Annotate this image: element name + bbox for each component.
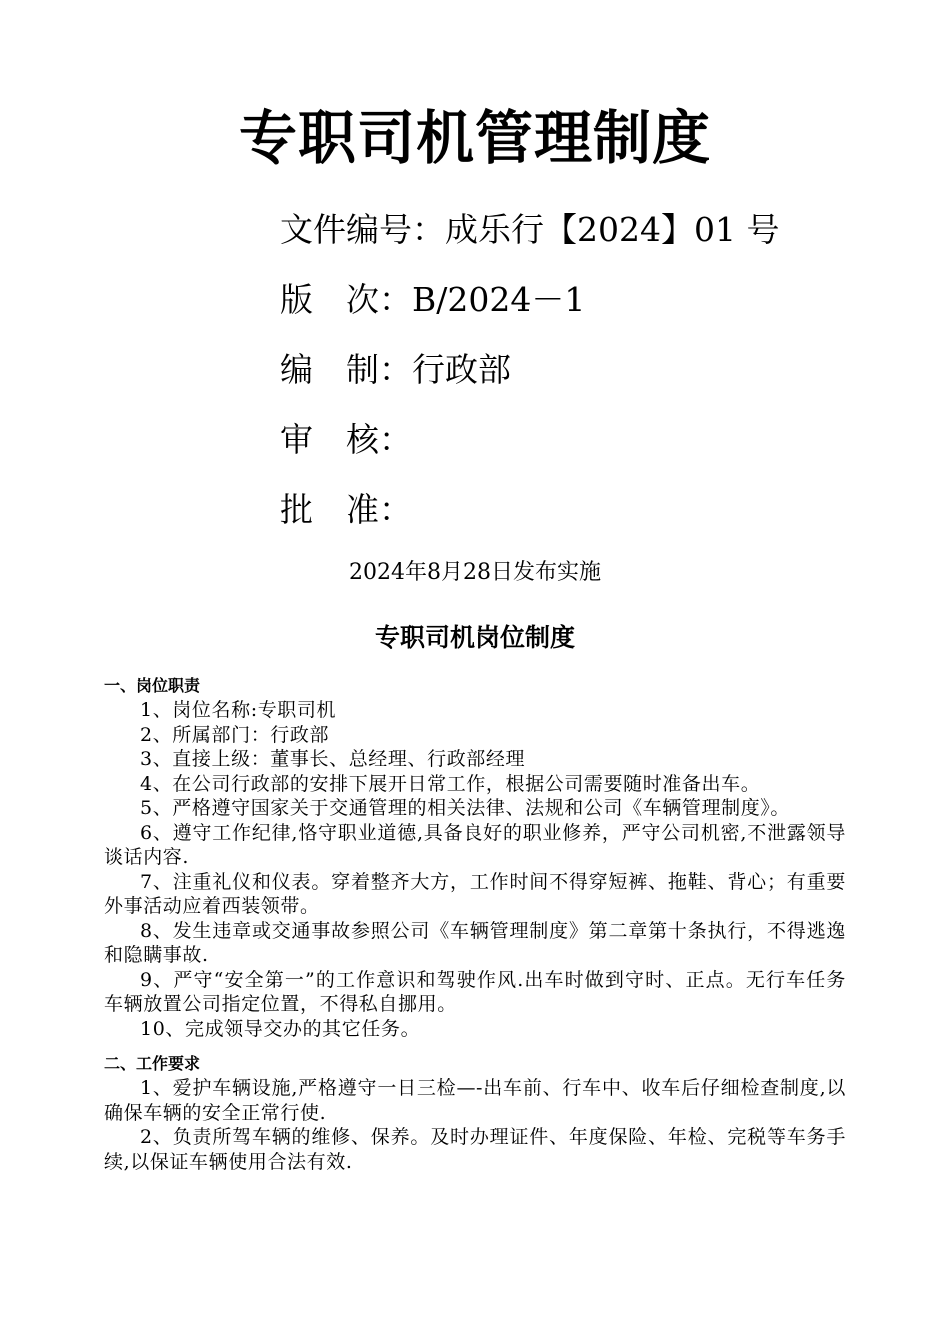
section-heading: 一、岗位职责 [104,676,201,695]
list-item: 1、岗位名称:专职司机 [140,699,337,721]
document-body [104,674,846,1174]
meta-value: B/2024－1 [412,280,586,319]
meta-version [280,268,779,338]
list-item: 5、严格遵守国家关于交通管理的相关法律、法规和公司《车辆管理制度》。 [140,797,790,819]
release-date: 2024年8月28日发布实施 [349,560,601,585]
section-title: 专职司机岗位制度 [374,623,575,652]
meta-label: 版 次： [280,280,412,319]
meta-value: 成乐行【2024】01 号 [445,210,780,249]
list-item: 3、直接上级：董事长、总经理、行政部经理 [140,748,526,770]
section-heading: 二、工作要求 [104,1054,201,1073]
list-item: 4、在公司行政部的安排下展开日常工作，根据公司需要随时准备出车。 [140,772,761,795]
list-item: 7、注重礼仪和仪表。穿着整齐大方，工作时间不得穿短裤、拖鞋、背心；有重要外事活动应着西装领带。 [104,870,846,917]
meta-label: 审 核： [280,420,412,459]
meta-approved-by [280,478,779,548]
document-title: 专职司机管理制度 [238,104,711,172]
meta-reviewed-by [280,408,779,478]
list-item: 9、严守“安全第一”的工作意识和驾驶作风.出车时做到守时、正点。无行车任务车辆放置公司指定位置，不得私自挪用。 [104,968,846,1015]
meta-value: 行政部 [412,350,511,389]
list-item: 6、遵守工作纪律,恪守职业道德,具备良好的职业修养，严守公司机密,不泄露领导谈话内容. [104,821,846,868]
meta-compiled-by [280,338,779,408]
list-item: 10、完成领导交办的其它任务。 [140,1017,421,1040]
list-item: 8、发生违章或交通事故参照公司《车辆管理制度》第二章第十条执行，不得逃逸和隐瞒事故. [104,919,846,966]
meta-file-number [280,198,779,268]
meta-label: 文件编号： [280,210,445,249]
document-meta [280,198,779,548]
list-item: 2、负责所驾车辆的维修、保养。及时办理证件、年度保险、年检、完税等车务手续,以保证车辆使用合法有效. [104,1126,846,1173]
list-item: 2、所属部门：行政部 [140,723,330,746]
meta-label: 批 准： [280,490,412,529]
list-item: 1、爱护车辆设施,严格遵守一日三检—-出车前、行车中、收车后仔细检查制度,以确保车辆的安全正常行使. [104,1077,846,1124]
meta-label: 编 制： [280,350,412,389]
